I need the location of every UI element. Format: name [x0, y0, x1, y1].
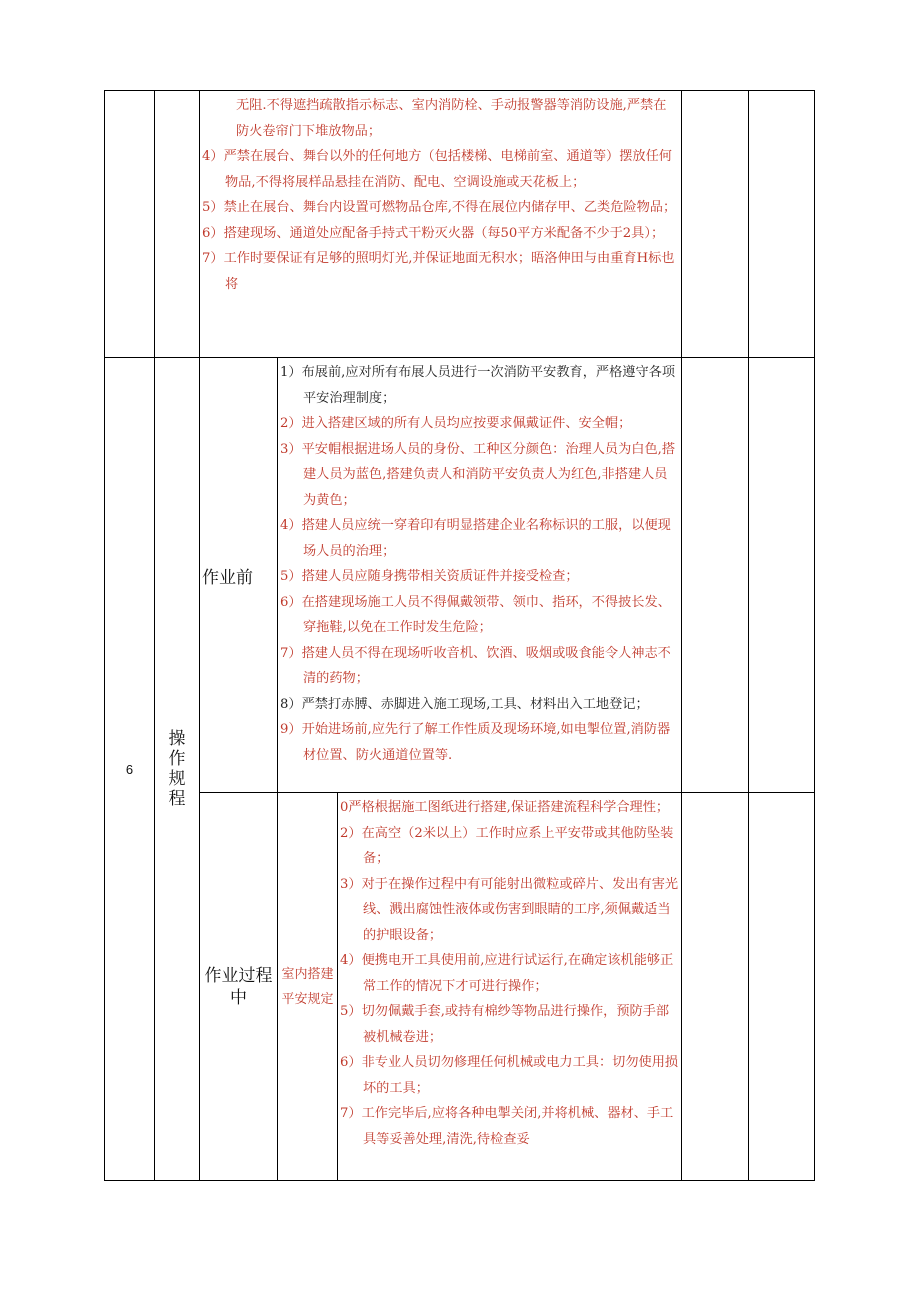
list-item: 2）进入搭建区域的所有人员均应按要求佩戴证件、安全帽； [280, 416, 632, 431]
section-title-char: 规 [168, 769, 186, 789]
list-item: 1）布展前,应对所有布展人员进行一次消防平安教育，严格遵守各项平安治理制度； [280, 365, 676, 406]
empty-cell-check-1 [682, 91, 749, 358]
section-title [155, 358, 200, 1181]
empty-cell-check-1 [682, 793, 749, 1181]
before-work-label: 作业前 [200, 358, 278, 793]
during-work-label: 作业过程中 [200, 793, 278, 1181]
before-work-row [105, 358, 815, 793]
list-item: 4）严禁在展台、舞台以外的任何地方（包括楼梯、电梯前室、通道等）摆放任何物品,不得将展样品悬挂在消防、配电、空调设施或天花板上； [202, 149, 672, 190]
empty-cell-check-2 [749, 91, 815, 358]
during-work-sub-label: 室内搭建平安规定 [278, 793, 338, 1181]
empty-cell-category [155, 91, 200, 358]
during-work-row [105, 793, 815, 1181]
continuation-row [105, 91, 815, 358]
list-item: 4）搭建人员应统一穿着印有明显搭建企业名称标识的工服，以便现场人员的治理； [280, 518, 671, 559]
list-item: 4）便携电开工具使用前,应进行试运行,在确定该机能够正常工作的情况下才可进行操作； [340, 953, 674, 994]
section-title-char: 程 [168, 789, 186, 809]
list-item: 6）非专业人员切勿修理任何机械或电力工具：切勿使用损坏的工具； [340, 1055, 679, 1096]
before-work-content [278, 358, 682, 793]
list-item: 8）严禁打赤膊、赤脚进入施工现场,工具、材料出入工地登记； [280, 696, 649, 712]
section-title-char: 操 [168, 729, 186, 749]
section-title-char: 作 [168, 749, 186, 769]
list-item: 0严格根据施工图纸进行搭建,保证搭建流程科学合理性； [340, 800, 670, 815]
list-item: 5）禁止在展台、舞台内设置可燃物品仓库,不得在展位内储存甲、乙类危险物品； [202, 200, 677, 215]
list-item: 7）搭建人员不得在现场听收音机、饮酒、吸烟或吸食能令人神志不清的药物； [280, 645, 671, 686]
during-work-content [338, 793, 682, 1181]
list-item: 5）切勿佩戴手套,或持有棉纱等物品进行操作，预防手部被机械卷进； [340, 1004, 670, 1045]
section-number: 6 [105, 358, 155, 1181]
list-item: 3）对于在操作过程中有可能射出微粒或碎片、发出有害光线、溅出腐蚀性液体或伤害到眼睛的工序,须佩戴适当的护眼设备； [340, 876, 679, 943]
list-item: 7）工作完毕后,应将各种电掣关闭,并将机械、器材、手工具等妥善处理,清洗,待检查妥 [340, 1106, 674, 1147]
empty-cell-check-2 [749, 793, 815, 1181]
continuation-content [200, 91, 682, 358]
empty-cell-check-2 [749, 358, 815, 793]
empty-cell-check-1 [682, 358, 749, 793]
list-item: 无阻.不得遮挡疏散指示标志、室内消防栓、手动报警器等消防设施,严禁在防火卷帘门下堆放物品； [236, 98, 667, 139]
list-item: 6）搭建现场、通道处应配备手持式干粉灭火器（每50平方米配备不少于2具）； [202, 225, 665, 241]
empty-cell-number [105, 91, 155, 358]
list-item: 6）在搭建现场施工人员不得佩戴领带、领巾、指环，不得披长发、穿拖鞋,以免在工作时发生危险； [280, 594, 671, 635]
safety-rules-table [104, 90, 815, 1181]
list-item: 7）工作时要保证有足够的照明灯光,并保证地面无积水；晤洛伸田与由重育H标也将 [202, 251, 675, 292]
list-item: 9）开始进场前,应先行了解工作性质及现场环境,如电掣位置,消防器材位置、防火通道位置等. [280, 722, 671, 763]
list-item: 5）搭建人员应随身携带相关资质证件并接受检查； [280, 569, 579, 584]
list-item: 2）在高空（2米以上）工作时应系上平安带或其他防坠装备； [340, 825, 674, 866]
list-item: 3）平安帽根据进场人员的身份、工种区分颜色：治理人员为白色,搭建人员为蓝色,搭建负责人和消防平安负责人为红色,非搭建人员为黄色； [280, 441, 676, 508]
